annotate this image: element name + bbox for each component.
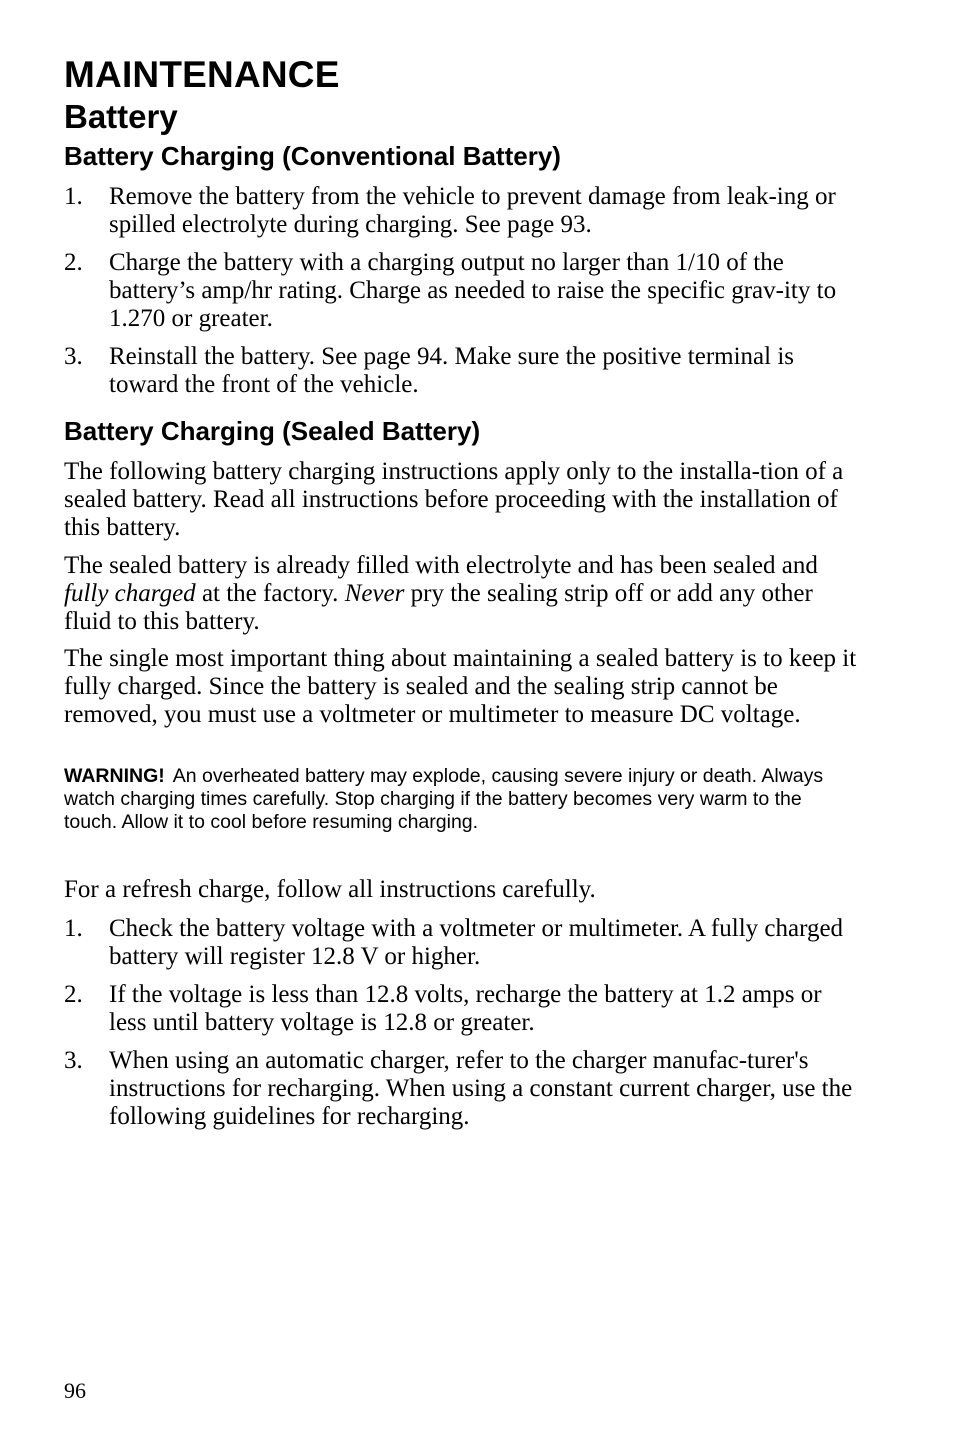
page-number: 96 — [64, 1378, 86, 1403]
warning-notice — [64, 765, 854, 834]
sealed-heading: Battery Charging (Sealed Battery) — [64, 416, 481, 446]
warning-label: WARNING! — [64, 765, 165, 787]
step-number: 3. — [64, 343, 83, 370]
section-title: MAINTENANCE — [64, 54, 340, 95]
step-text: Reinstall the battery. See page 94. Make sure the positive terminal is toward the front of the vehicle. — [109, 343, 794, 398]
step-text: Remove the battery from the vehicle to prevent damage from leak-ing or spilled electrolyte during charging. See page 93. — [109, 183, 836, 238]
refresh-intro: For a refresh charge, follow all instructions carefully. — [64, 876, 596, 903]
sealed-maintenance-paragraph: The single most important thing about maintaining a sealed battery is to keep it fully charged. Since the battery is sealed and the sealing strip cannot be removed, you must use a voltmeter or multimeter to measure DC voltage. — [64, 645, 857, 728]
list-item — [64, 343, 864, 399]
step-text: If the voltage is less than 12.8 volts, recharge the battery at 1.2 amps or less until battery voltage is 12.8 or greater. — [109, 981, 822, 1036]
step-text: Charge the battery with a charging output no larger than 1/10 of the battery’s amp/hr rating. Charge as needed to raise the specific grav-ity to 1.270 or greater. — [109, 249, 837, 332]
sealed-factory-paragraph — [64, 552, 864, 636]
list-item — [64, 249, 864, 333]
emphasis-text: fully charged — [64, 580, 196, 607]
step-number: 1. — [64, 915, 83, 942]
list-item — [64, 915, 864, 971]
step-number: 1. — [64, 183, 83, 210]
conventional-heading: Battery Charging (Conventional Battery) — [64, 141, 561, 171]
refresh-steps — [64, 915, 864, 1141]
text-run: The sealed battery is already filled with electrolyte and has been sealed and — [64, 552, 818, 579]
list-item — [64, 183, 864, 239]
list-item — [64, 1047, 864, 1131]
warning-text: An overheated battery may explode, causing severe injury or death. Always watch charging times carefully. Stop charging if the battery becomes very warm to the touch. Allow it to cool before resuming charging. — [64, 765, 824, 833]
step-number: 2. — [64, 249, 83, 276]
sealed-intro-paragraph: The following battery charging instructions apply only to the installa-tion of a sealed battery. Read all instructions before proceeding with the installation of this battery. — [64, 458, 844, 541]
text-run: pry the sealing strip off or add any other fluid to this battery. — [64, 580, 813, 635]
step-text: Check the battery voltage with a voltmeter or multimeter. A fully charged battery will register 12.8 V or higher. — [109, 915, 844, 970]
list-item — [64, 981, 864, 1037]
step-number: 3. — [64, 1047, 83, 1074]
text-run: at the factory. — [195, 580, 345, 607]
topic-title: Battery — [64, 98, 178, 135]
emphasis-text: Never — [344, 580, 405, 607]
step-text: When using an automatic charger, refer to the charger manufac-turer's instructions for recharging. When using a constant current charger, use the following guidelines for recharging. — [109, 1047, 853, 1130]
conventional-steps — [64, 183, 864, 409]
step-number: 2. — [64, 981, 83, 1008]
